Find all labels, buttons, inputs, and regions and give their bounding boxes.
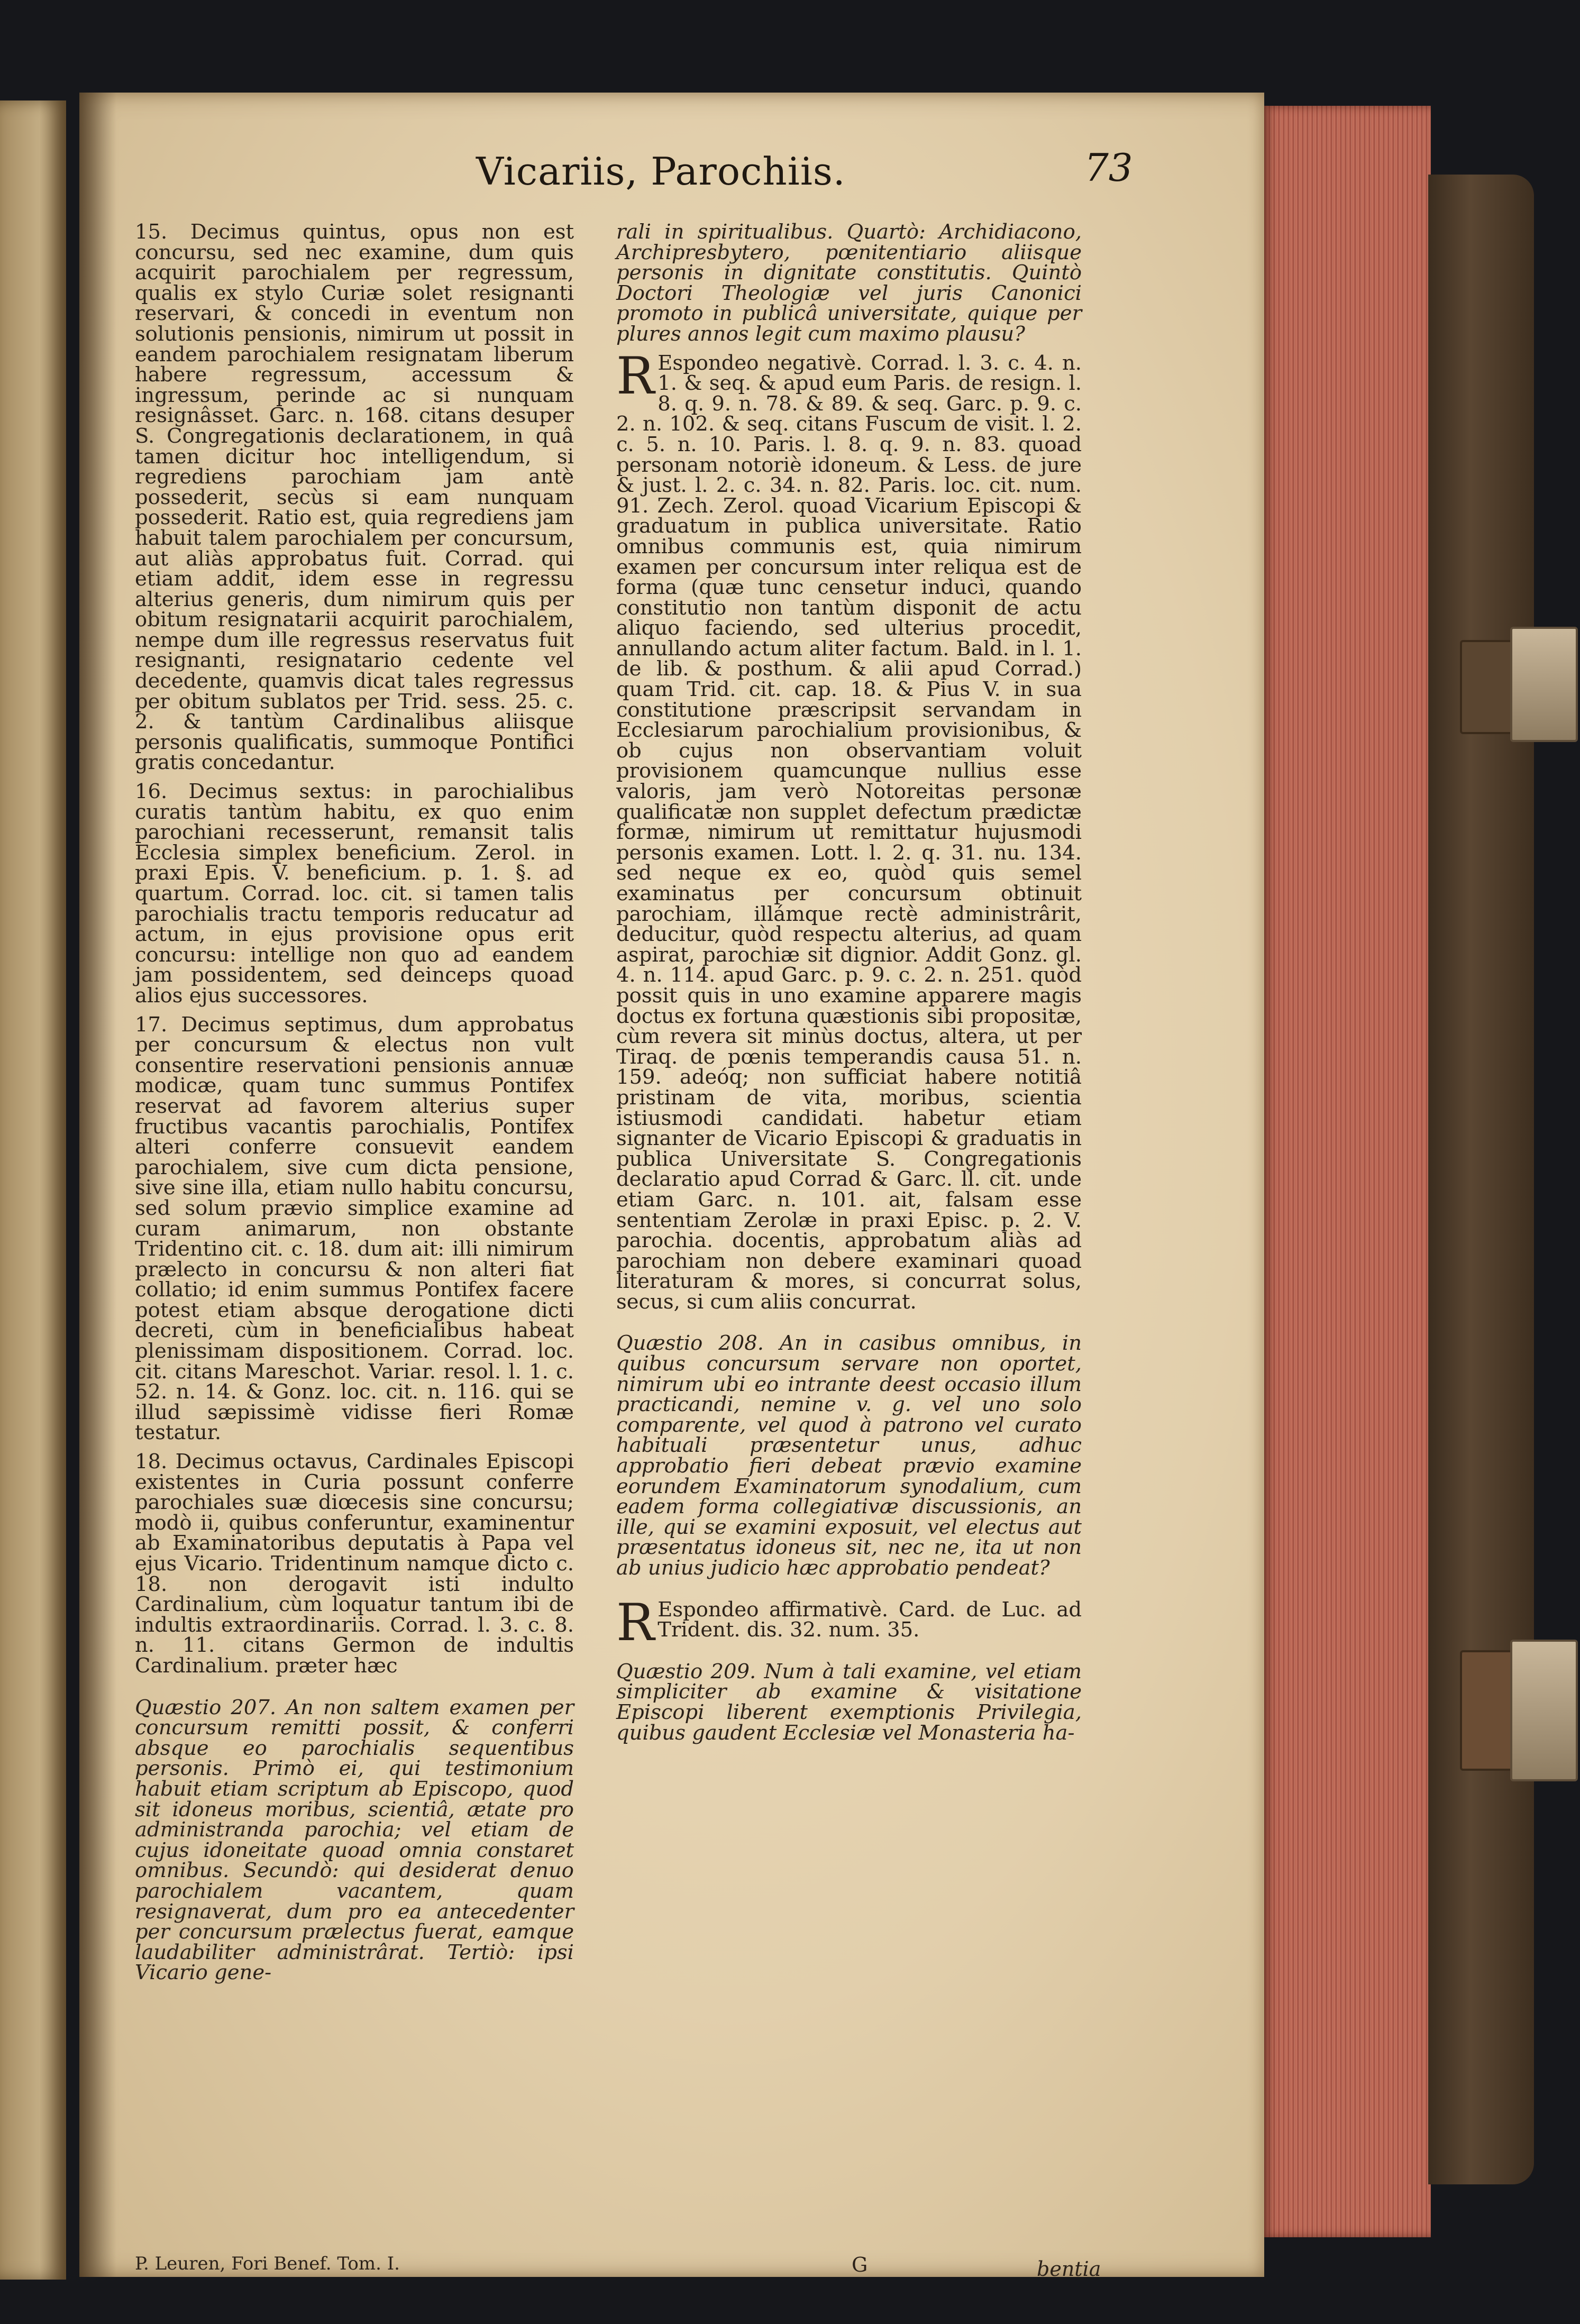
left-facing-page-edge (0, 100, 66, 2280)
response-207-text: Espondeo negativè. Corrad. l. 3. c. 4. n. 1. & seq. & apud eum Paris. de resign. l. 8. q. 9. n. 78. & 89. & seq. Garc. p. 9. c. 2. n. 102. & seq. citans Fuscum de visit. l. 2. c. 5. n. 10. Paris. l. 8. q. 9. n. 83. quoad personam notoriè idoneum. & Less. de jure & just. l. 2. c. 34. n. 82. Paris. loc. cit. num. 91. Zech. Zerol. quoad Vicarium Episcopi & graduatum in publica universitate. Ratio omnibus communis est, quia nimirum examen per concursum inter reliqua est de forma (quæ tunc censetur induci, quando constitutio non tantùm disponit de actu aliquo faciendo, sed ulterius procedit, annullando actum aliter factum. Bald. in l. 1. de lib. & posthum. & alii apud Corrad.) quam Trid. cit. cap. 18. & Pius V. in sua constitutione præscripsit servandam in Ecclesiarum parochialium provisionibus, & ob cujus non observantiam voluit provisionem quamcunque nullius esse valoris, jam verò Notoreitas personæ qualificatæ non supplet defectum prædictæ formæ, nimirum ut remittatur hujusmodi personis examen. Lott. l. 2. q. 31. nu. 134. sed neque ex eo, quòd quis semel examinatus per concursum obtinuit parochiam, illámque rectè administrârit, deducitur, quòd respectu alterius, ad quam aspirat, parochiæ sit dignior. Addit Gonz. gl. 4. n. 114. apud Garc. p. 9. c. 2. n. 251. quòd possit quis in uno examine apparere magis doctus ex fortuna quæstionis sibi propositæ, cùm revera sit minùs doctus, altera, ut per Tiraq. de pœnis temperandis causa 51. n. 159. adeóq; non sufficiat habere notitiâ pristinam de vita, moribus, scientia istiusmodi candidati. habetur etiam signanter de Vicario Episcopi & graduatis in publica Universitate S. Congregationis declaratio apud Corrad & Garc. ll. cit. unde etiam Garc. n. 101. ait, falsam esse sententiam Zerolæ in praxi Episc. p. 2. V. parochia. docentis, approbatum aliàs ad parochiam non debere examinari quoad literaturam & mores, si concurrat solus, secus, si cum aliis concurrat. (616, 351, 1082, 1314)
gutter-shadow (79, 93, 116, 2277)
paragraph-18: 18. Decimus octavus, Cardinales Episcopi existentes in Curia possunt conferre parochiales suæ diœcesis sine concursu; modò ii, quibus conferuntur, examinentur ab Examinatoribus deputatis à Papa vel ejus Vicario. Tridentinum namque dicto c. 18. non derogavit isti indulto Cardinalium, cùm loquatur tantum ibi de indultis extraordinariis. Corrad. l. 3. c. 8. n. 11. citans Germon de indultis Cardinalium. præter hæc (135, 1450, 574, 1678)
question-208: Quæstio 208. An in casibus omnibus, in quibus concursum servare non oportet, nimirum ubi eo intrante deest occasio illum practicandi, nemine v. g. vel uno solo comparente, vel quod à patrono vel curato habituali præsentetur unus, adhuc approbatio fieri debeat prævio examine eorundem Examinatorum synodalium, cum eadem forma collegiativæ discussionis, an ille, qui se examini exposuit, vel electus aut præsentatus idoneus sit, nec ne, ita ut non ab unius judicio hæc approbatio pendeat? (616, 1331, 1082, 1580)
clasp-bottom (1510, 1640, 1578, 1781)
footer-imprint: P. Leuren, Fori Benef. Tom. I. (135, 2253, 400, 2274)
question-207: Quæstio 207. An non saltem examen per concursum remitti possit, & conferri absque eo parochialis sequentibus personis. Primò ei, qui testimonium habuit etiam scriptum ab Episcopo, quod sit idoneus moribus, scientiâ, ætate pro administranda parochia; vel etiam de cujus idoneitate quoad omnia constaret omnibus. Secundò: qui desiderat denuo parochialem vacantem, quam resignaverat, dum pro ea antecedenter per concursum prælectus fuerat, eamque laudabiliter administrârat. Tertiò: ipsi Vicario gene- (135, 1695, 574, 1985)
catchword: bentia (1037, 2257, 1101, 2281)
question-207-continued: rali in spiritualibus. Quartò: Archidiacono, Archipresbytero, pœnitentiario aliisque personis in dignitate constitutis. Quintò Doctori Theologiæ vel juris Canonici promoto in publicâ universitate, quique per plures annos legit cum maximo plausu? (616, 220, 1082, 346)
paragraph-16: 16. Decimus sextus: in parochialibus curatis tantùm habitu, ex quo enim parochiani recesserunt, remansit talis Ecclesia simplex beneficium. Zerol. in praxi Epis. V. beneficium. p. 1. §. ad quartum. Corrad. loc. cit. si tamen talis parochialis tractu temporis reducatur ad actum, in ejus provisione opus erit concursu: intellige non quo ad eandem jam possidentem, sed deinceps quoad alios ejus successores. (135, 780, 574, 1008)
page-edges (1262, 106, 1431, 2237)
drop-cap: R (616, 1593, 655, 1652)
drop-cap: R (616, 346, 655, 406)
response-207 (616, 346, 1082, 1314)
left-column (135, 222, 574, 1983)
clasp-top (1510, 627, 1578, 742)
paragraph-15: 15. Decimus quintus, opus non est concursu, sed nec examine, dum quis acquirit parochialem per regressum, qualis ex stylo Curiæ solet resignanti reservari, & concedi in eventum non solutionis pensionis, nimirum ut possit in eandem parochialem resignatam liberum habere regressum, accessum & ingressum, perinde ac si nunquam resignâsset. Garc. n. 168. citans desuper S. Congregationis declarationem, in quâ tamen dicitur hoc intelligendum, si regrediens parochiam jam antè possederit, secùs si eam nunquam possederit. Ratio est, quia regrediens jam habuit talem parochialem per concursum, aut aliàs approbatus fuit. Corrad. qui etiam addit, idem esse in regressu alterius generis, dum nimirum quis per obitum resignatarii acquirit parochialem, nempe dum ille regressus reservatus fuit resignanti, resignatario cedente vel decedente, quamvis dicat tales regressus per obitum sublatos per Trid. sess. 25. c. 2. & tantùm Cardinalibus aliisque personis qualificatis, summoque Pontifici gratis concedantur. (135, 220, 574, 775)
response-208-text: Espondeo affirmativè. Card. de Luc. ad Trident. dis. 32. num. 35. (657, 1597, 1082, 1642)
question-209: Quæstio 209. Num à tali examine, vel etiam simpliciter ab examine & visitatione Episcopi liberent exemptionis Privilegia, quibus gaudent Ecclesiæ vel Monasteria ha- (616, 1659, 1082, 1745)
page-number: 73 (1084, 145, 1133, 190)
running-header: Vicariis, Parochiis. (476, 149, 846, 194)
signature-mark: G (852, 2253, 868, 2276)
right-column (616, 222, 1082, 1743)
response-208 (616, 1593, 1082, 1652)
paragraph-17: 17. Decimus septimus, dum approbatus per concursum & electus non vult consentire reservationi pensionis annuæ modicæ, quam tunc summus Pontifex reservat ad favorem alterius super fructibus vacantis parochialis, Pontifex alteri conferre consuevit eandem parochialem, sive cum dicta pensione, sive sine illa, etiam nullo habitu concursu, sed solum prævio simplice examine ad curam animarum, non obstante Tridentino cit. c. 18. dum ait: illi nimirum prælecto in concursu & non alteri fiat collatio; id enim summus Pontifex facere potest etiam absque derogatione dicti decreti, cùm in beneficialibus habeat plenissimam dispositionem. Corrad. loc. cit. citans Mareschot. Variar. resol. l. 1. c. 52. n. 14. & Gonz. loc. cit. n. 116. qui se illud sæpissimè vidisse fieri Romæ testatur. (135, 1012, 574, 1445)
book-cover (1428, 175, 1534, 2184)
